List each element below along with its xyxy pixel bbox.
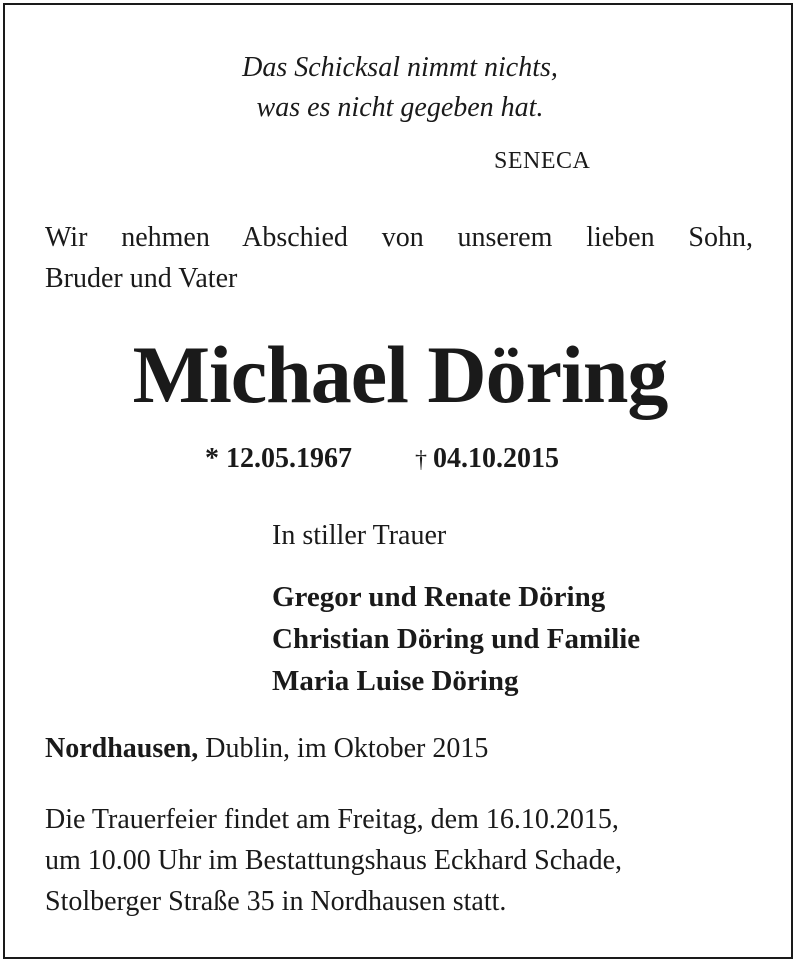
mourner-name: Christian Döring und Familie bbox=[272, 623, 641, 655]
quote-line-2: was es nicht gegeben hat. bbox=[256, 92, 544, 123]
quote-line-1: Das Schicksal nimmt nichts, bbox=[242, 52, 558, 83]
quote-author: SENECA bbox=[494, 148, 591, 174]
death-date-group bbox=[415, 443, 559, 475]
deceased-name: Michael Döring bbox=[132, 329, 668, 420]
place-date-line bbox=[45, 733, 488, 765]
cross-icon: † bbox=[415, 447, 427, 473]
birth-date: * 12.05.1967 bbox=[205, 443, 352, 474]
death-date: 04.10.2015 bbox=[433, 443, 559, 474]
service-line-3: Stolberger Straße 35 in Nordhausen statt. bbox=[45, 886, 507, 917]
mourner-name: Gregor und Renate Döring bbox=[272, 581, 606, 613]
intro-line-2: Bruder und Vater bbox=[45, 263, 238, 294]
service-line-2: um 10.00 Uhr im Bestattungshaus Eckhard Schade, bbox=[45, 845, 623, 876]
place-city: Nordhausen, bbox=[45, 733, 199, 764]
intro-line-1: Wir nehmen Abschied von unserem lieben Sohn, bbox=[45, 222, 753, 253]
mourner-name: Maria Luise Döring bbox=[272, 665, 519, 697]
mourning-heading: In stiller Trauer bbox=[272, 520, 447, 551]
service-line-1: Die Trauerfeier findet am Freitag, dem 16.10.2015, bbox=[45, 804, 619, 835]
place-rest: Dublin, im Oktober 2015 bbox=[198, 733, 489, 764]
